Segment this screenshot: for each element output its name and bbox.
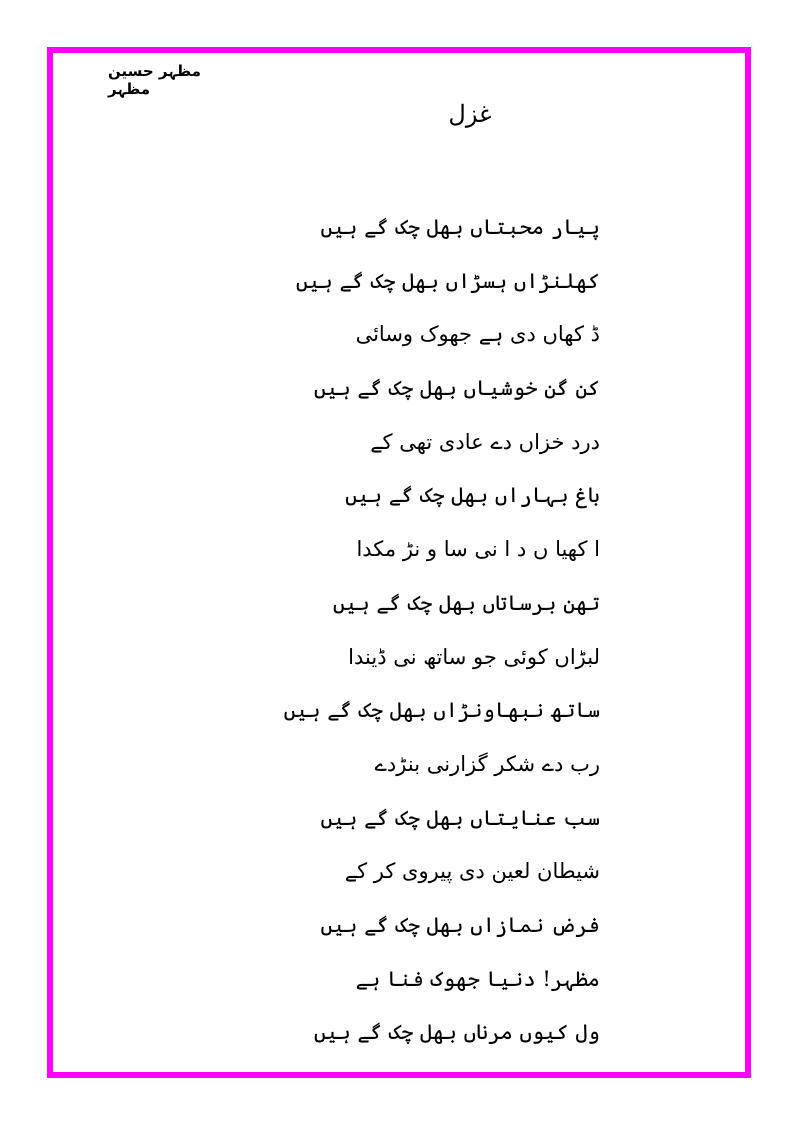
verse-line: رب دے شکر گزارنی بنڑدے [374, 751, 600, 776]
verse-line: شیطان لعین دی پیروی کر کے [344, 859, 600, 884]
verse-line: کھلنڑاں ہسڑاں بھل چک گے ہیں [295, 268, 600, 293]
author-name: مظہر حسین مظہر [108, 62, 201, 98]
verse-line: تھن برساتاں بھل چک گے ہیں [332, 590, 600, 615]
verse-line: باغ بہاراں بھل چک گے ہیں [345, 483, 600, 508]
poem-title: غزل [448, 100, 492, 128]
verse-line: درد خزاں دے عادی تھی کے [370, 429, 600, 454]
verse-line: ڈ کھاں دی ہے جھوک وسائی [355, 322, 600, 347]
verse-line: پیار محبتاں بھل چک گے ہیں [320, 215, 600, 239]
verse-line: ول کیوں مرناں بھل چک گے ہیں [313, 1020, 600, 1045]
verse-line: سب عنایتاں بھل چک گے ہیں [320, 805, 600, 830]
verse-line: ا کھیا ں د ا نی سا و نڑ مکدا [356, 537, 600, 562]
verse-line: مظہر! دنیا جھوک فنا ہے [355, 966, 600, 991]
verse-line: کن گن خوشیاں بھل چک گے ہیں [313, 376, 600, 401]
poem-verses [283, 205, 600, 1064]
verse-line: ساتھ نبھاونڑاں بھل چک گے ہیں [283, 698, 600, 723]
verse-line: فرض نمازاں بھل چک گے ہیں [320, 912, 600, 937]
verse-line: لبڑاں کوئی جو ساتھ نی ڈیندا [348, 644, 600, 669]
